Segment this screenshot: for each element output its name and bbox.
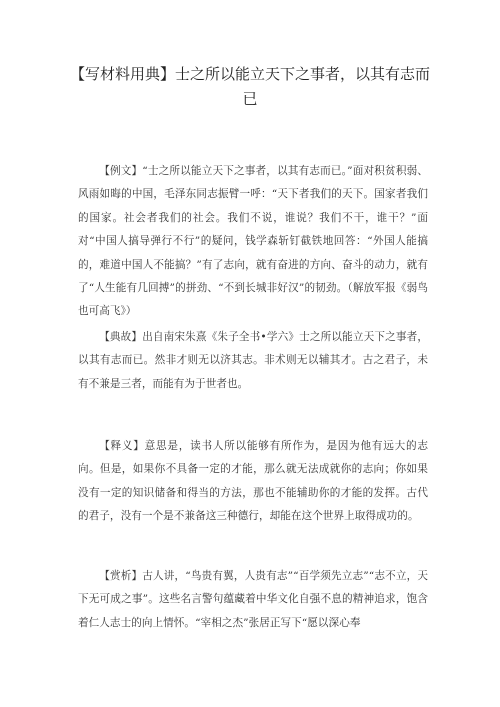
section-text: 古人讲，“鸟贵有翼，人贵有志”“百学须先立志”“志不立，天下无可成之事”。这些名言警句蕴藏着中华文化自强不息的精神追求，饱含着仁人志士的向上情怀。“宰相之杰”张居正写下“愿以深心奉 — [78, 570, 429, 629]
section-text: 出自南宋朱熹《朱子全书•学六》士之所以能立天下之事者，以其有志而已。然非才则无以济其志。非术则无以辅其才。古之君子，未有不兼是三者，而能有为于世者也。 — [78, 331, 428, 390]
section-text: 意思是，读书人所以能够有所作为，是因为他有远大的志向。但是，如果你不具备一定的才能，那么就无法成就你的志向；你如果没有一定的知识储备和得当的方法，那也不能辅助你的才能的发挥。古代的君子，没有一个是不兼备这三种德行，却能在这个世界上取得成功的。 — [78, 440, 428, 523]
section-example — [78, 160, 428, 324]
section-text: “士之所以能立天下之事者，以其有志而已。”面对积贫积弱、风雨如晦的中国，毛泽东同志振臂一呼：“天下者我们的天下。国家者我们的国家。社会者我们的社会。我们不说，谁说？我们不干，谁干？”面对“中国人搞导弹行不行”的疑问，钱学森斩钉截铁地回答：“外国人能搞的，难道中国人不能搞？”有了志向，就有奋进的方向、奋斗的动力，就有了“人生能有几回搏”的拼劲、“不到长城非好汉”的韧劲。（解放军报《弱鸟也可高飞》） — [78, 165, 428, 318]
document-title: 【写材料用典】士之所以能立天下之事者，以其有志而已 — [70, 65, 431, 108]
section-appreciation — [78, 565, 428, 635]
section-explanation — [78, 435, 428, 529]
section-label: 【赏析】 — [99, 570, 143, 582]
section-source — [78, 326, 428, 396]
section-label: 【释义】 — [99, 440, 145, 452]
section-label: 【典故】 — [99, 331, 143, 343]
section-label: 【例文】 — [99, 165, 143, 177]
